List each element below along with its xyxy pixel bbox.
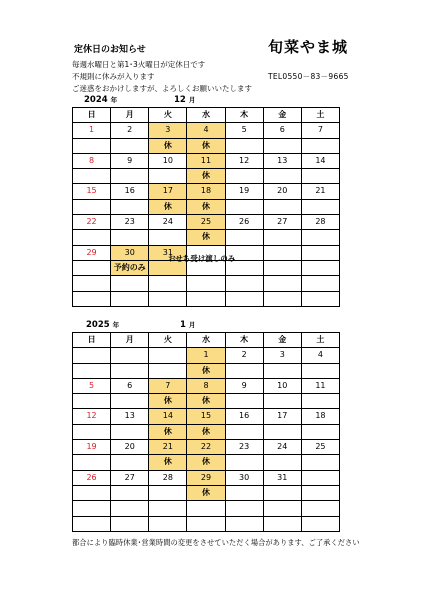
- calendar-december: [72, 107, 340, 307]
- day-cell: 14: [149, 409, 187, 424]
- notice-title: 定休日のお知らせ: [74, 45, 146, 55]
- weekday-sun: 日: [73, 108, 111, 123]
- holiday-mark: 休: [187, 394, 225, 409]
- weekday-tue: 火: [149, 108, 187, 123]
- day-cell: 26: [225, 215, 263, 230]
- phone-number: TEL0550－83－9665: [268, 72, 349, 81]
- day-cell: 13: [263, 153, 301, 168]
- holiday-mark: 休: [187, 363, 225, 378]
- holiday-mark: 休: [187, 455, 225, 470]
- day-cell: 20: [263, 184, 301, 199]
- day-cell: 28: [301, 215, 339, 230]
- day-cell: 16: [111, 184, 149, 199]
- weekday-header-row: [73, 108, 340, 123]
- reservation-only-note: 予約のみ: [111, 260, 149, 275]
- day-cell: 8: [73, 153, 111, 168]
- week-row: [73, 409, 340, 424]
- day-cell: 31: [149, 245, 187, 260]
- day-cell: 17: [149, 184, 187, 199]
- week-sub-row: [73, 138, 340, 153]
- weekday-fri: 金: [263, 108, 301, 123]
- day-cell: 21: [301, 184, 339, 199]
- weekday-tue: 火: [149, 333, 187, 348]
- day-cell: 3: [149, 123, 187, 138]
- day-cell: 15: [73, 184, 111, 199]
- day-cell: [301, 470, 339, 485]
- day-cell: [73, 348, 111, 363]
- week-sub-row: [73, 516, 340, 531]
- calendar-january: [72, 332, 340, 532]
- note-line-2: 不規則に休みが入ります: [72, 72, 155, 81]
- day-cell: 18: [187, 184, 225, 199]
- week-row: [73, 215, 340, 230]
- day-cell: 5: [225, 123, 263, 138]
- day-cell: 11: [301, 378, 339, 393]
- holiday-mark: 休: [187, 424, 225, 439]
- week-row: [73, 501, 340, 516]
- week-row: [73, 123, 340, 138]
- day-cell: 13: [111, 409, 149, 424]
- weekday-mon: 月: [111, 108, 149, 123]
- week-row: [73, 378, 340, 393]
- holiday-mark: 休: [149, 424, 187, 439]
- week-sub-row: [73, 455, 340, 470]
- day-cell: 26: [73, 470, 111, 485]
- week-sub-row: [73, 291, 340, 306]
- holiday-mark: 休: [187, 169, 225, 184]
- week-row: [73, 348, 340, 363]
- day-cell: 19: [73, 440, 111, 455]
- week-sub-row: [73, 199, 340, 214]
- day-cell: 8: [187, 378, 225, 393]
- holiday-mark: 休: [187, 199, 225, 214]
- day-cell: 23: [111, 215, 149, 230]
- week-sub-row: [73, 485, 340, 500]
- day-cell: 18: [301, 409, 339, 424]
- weekday-sat: 土: [301, 333, 339, 348]
- day-cell: 19: [225, 184, 263, 199]
- day-cell: 17: [263, 409, 301, 424]
- day-cell: 10: [149, 153, 187, 168]
- week-row: [73, 184, 340, 199]
- day-cell: 31: [263, 470, 301, 485]
- footer-note: 都合により臨時休業･営業時間の変更をさせていただく場合があります、ご了承ください: [72, 538, 360, 547]
- day-cell: 30: [111, 245, 149, 260]
- week-sub-row: [73, 363, 340, 378]
- brand-logo: 旬菜やま城: [268, 38, 349, 56]
- day-cell: 2: [111, 123, 149, 138]
- note-line-1: 毎週水曜日と第1･3火曜日が定休日です: [72, 60, 206, 69]
- day-cell: 1: [73, 123, 111, 138]
- weekday-header-row: [73, 333, 340, 348]
- day-cell: 30: [225, 470, 263, 485]
- day-cell: 5: [73, 378, 111, 393]
- day-cell: 4: [187, 123, 225, 138]
- day-cell: 22: [187, 440, 225, 455]
- note-line-3: ご迷惑をおかけしますが、よろしくお願いいたします: [72, 84, 252, 93]
- day-cell: 6: [263, 123, 301, 138]
- holiday-mark: 休: [187, 138, 225, 153]
- weekday-sat: 土: [301, 108, 339, 123]
- osechi-pickup-note: おせち受け渡しのみ: [168, 254, 236, 263]
- day-cell: 28: [149, 470, 187, 485]
- day-cell: 1: [187, 348, 225, 363]
- day-cell: [111, 348, 149, 363]
- week-row: [73, 470, 340, 485]
- week-row: [73, 440, 340, 455]
- day-cell: 10: [263, 378, 301, 393]
- day-cell: 29: [187, 470, 225, 485]
- weekday-mon: 月: [111, 333, 149, 348]
- day-cell: 4: [301, 348, 339, 363]
- day-cell: [301, 245, 339, 260]
- day-cell: 7: [301, 123, 339, 138]
- day-cell: 11: [187, 153, 225, 168]
- day-cell: 9: [111, 153, 149, 168]
- day-cell: 7: [149, 378, 187, 393]
- day-cell: 24: [263, 440, 301, 455]
- jan-month-label: 1 月: [180, 320, 196, 330]
- day-cell: 22: [73, 215, 111, 230]
- holiday-mark: 休: [187, 485, 225, 500]
- day-cell: 21: [149, 440, 187, 455]
- day-cell: 9: [225, 378, 263, 393]
- holiday-mark: 休: [149, 138, 187, 153]
- dec-year-label: 2024 年: [84, 95, 118, 105]
- weekday-wed: 水: [187, 333, 225, 348]
- jan-year-label: 2025 年: [86, 320, 120, 330]
- day-cell: [149, 348, 187, 363]
- holiday-mark: 休: [149, 455, 187, 470]
- week-sub-row: [73, 394, 340, 409]
- week-sub-row: [73, 424, 340, 439]
- weekday-thu: 木: [225, 108, 263, 123]
- day-cell: 27: [111, 470, 149, 485]
- weekday-wed: 水: [187, 108, 225, 123]
- holiday-mark: 休: [187, 230, 225, 245]
- day-cell: 6: [111, 378, 149, 393]
- day-cell: 15: [187, 409, 225, 424]
- day-cell: 2: [225, 348, 263, 363]
- day-cell: 25: [187, 215, 225, 230]
- day-cell: 29: [73, 245, 111, 260]
- dec-month-label: 12 月: [174, 95, 196, 105]
- day-cell: 16: [225, 409, 263, 424]
- weekday-thu: 木: [225, 333, 263, 348]
- weekday-sun: 日: [73, 333, 111, 348]
- day-cell: 27: [263, 215, 301, 230]
- day-cell: [263, 245, 301, 260]
- week-row: [73, 153, 340, 168]
- weekday-fri: 金: [263, 333, 301, 348]
- day-cell: 20: [111, 440, 149, 455]
- day-cell: 3: [263, 348, 301, 363]
- week-sub-row: [73, 169, 340, 184]
- holiday-mark: 休: [149, 394, 187, 409]
- day-cell: 12: [73, 409, 111, 424]
- day-cell: 12: [225, 153, 263, 168]
- day-cell: 14: [301, 153, 339, 168]
- day-cell: 24: [149, 215, 187, 230]
- holiday-mark: 休: [149, 199, 187, 214]
- week-sub-row: [73, 230, 340, 245]
- week-row: [73, 276, 340, 291]
- day-cell: 23: [225, 440, 263, 455]
- day-cell: 25: [301, 440, 339, 455]
